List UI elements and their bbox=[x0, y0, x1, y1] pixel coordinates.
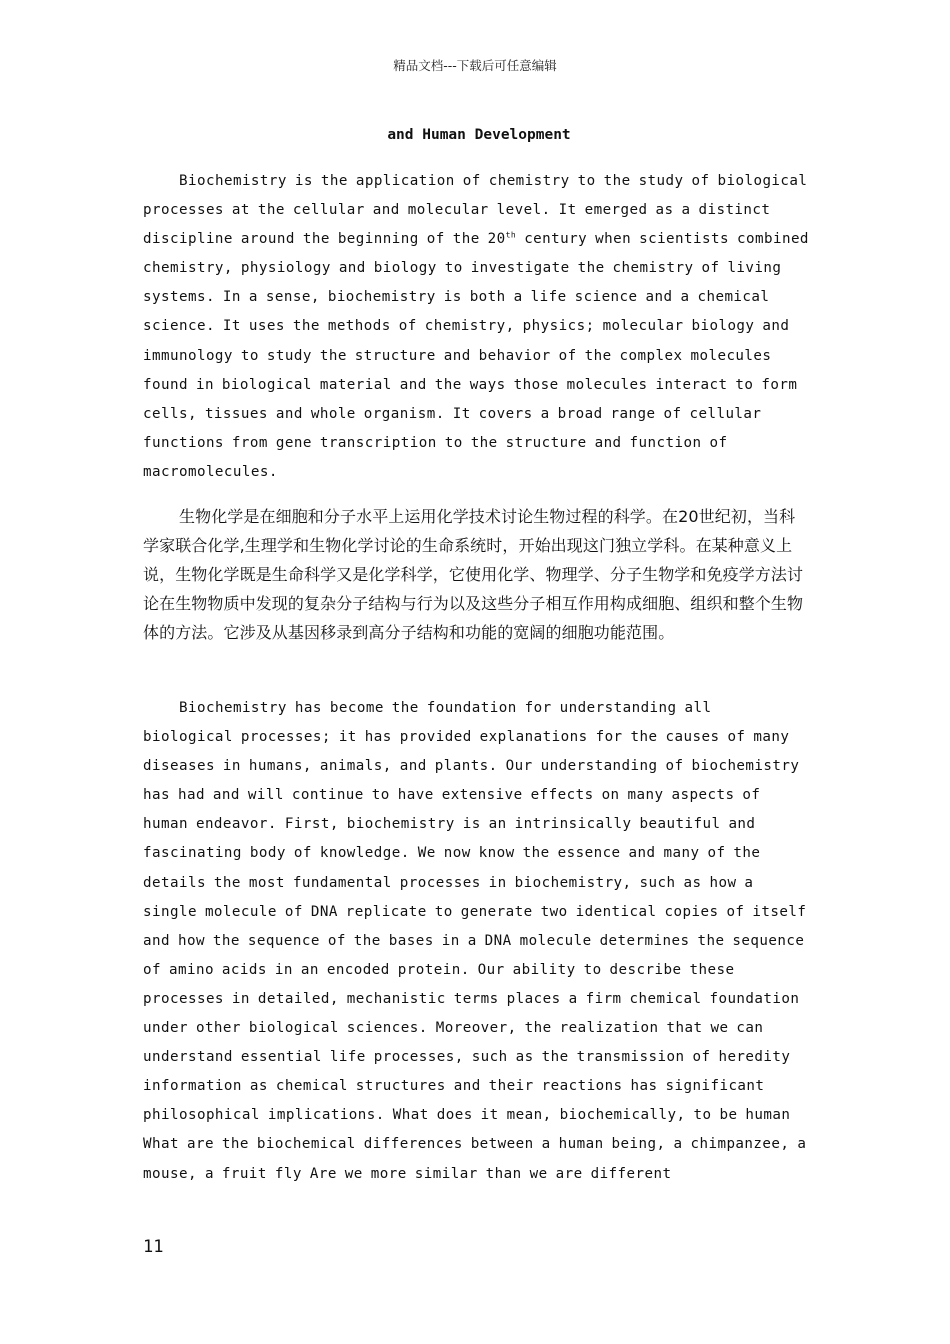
page-number: 11 bbox=[143, 1237, 164, 1257]
english-paragraph-2: Biochemistry has become the foundation for understanding all biological processes; it has provided explanations for the causes of many diseases in humans, animals, and plants. Our understanding of biochemistry has had and will continue to have extensive effects on many aspects of human endeavor. First, biochemistry is an intrinsically beautiful and fascinating body of knowledge. We now know the essence and many of the details the most fundamental processes in biochemistry, such as how a single molecule of DNA replicate to generate two identical copies of itself and how the sequence of the bases in a DNA molecule determines the sequence of amino acids in an encoded protein. Our ability to describe these processes in detailed, mechanistic terms places a firm chemical foundation under other biological sciences. Moreover, the realization that we can understand essential life processes, such as the transmission of heredity information as chemical structures and their reactions has significant philosophical implications. What does it mean, biochemically, to be human What are the biochemical differences between a human being, a chimpanzee, a mouse, a fruit fly Are we more similar than we are different bbox=[143, 700, 807, 1182]
ordinal-superscript: th bbox=[505, 230, 517, 240]
paragraph-1-text-start: Biochemistry is the application of chemistry to the study of biological processes at the cellular and molecular level. It emerged as a distinct discipline around the beginning of the 20 bbox=[143, 173, 808, 248]
paragraph-1-text-end: century when scientists combined chemistry, physiology and biology to investigate the chemistry of living systems. In a sense, biochemistry is both a life science and a chemical science. It uses the methods of chemistry, physics; molecular biology and immunology to study the structure and behavior of the complex molecules found in biological material and the ways those molecules interact to form cells, tissues and whole organism. It covers a broad range of cellular functions from gene transcription to the structure and function of macromolecules. bbox=[143, 231, 809, 480]
document-title: and Human Development bbox=[387, 127, 571, 143]
page-header: 精品文档---下载后可任意编辑 bbox=[393, 58, 557, 73]
chinese-paragraph: 生物化学是在细胞和分子水平上运用化学技术讨论生物过程的科学。在20世纪初，当科学家联合化学,生理学和生物化学讨论的生命系统时，开始出现这门独立学科。在某种意义上说，生物化学既是生命科学又是化学科学，它使用化学、物理学、分子生物学和免疫学方法讨论在生物物质中发现的复杂分子结构与行为以及这些分子相互作用构成细胞、组织和整个生物体的方法。它涉及从基因移录到高分子结构和功能的宽阔的细胞功能范围。 bbox=[143, 507, 804, 642]
english-paragraph-1 bbox=[143, 167, 809, 487]
